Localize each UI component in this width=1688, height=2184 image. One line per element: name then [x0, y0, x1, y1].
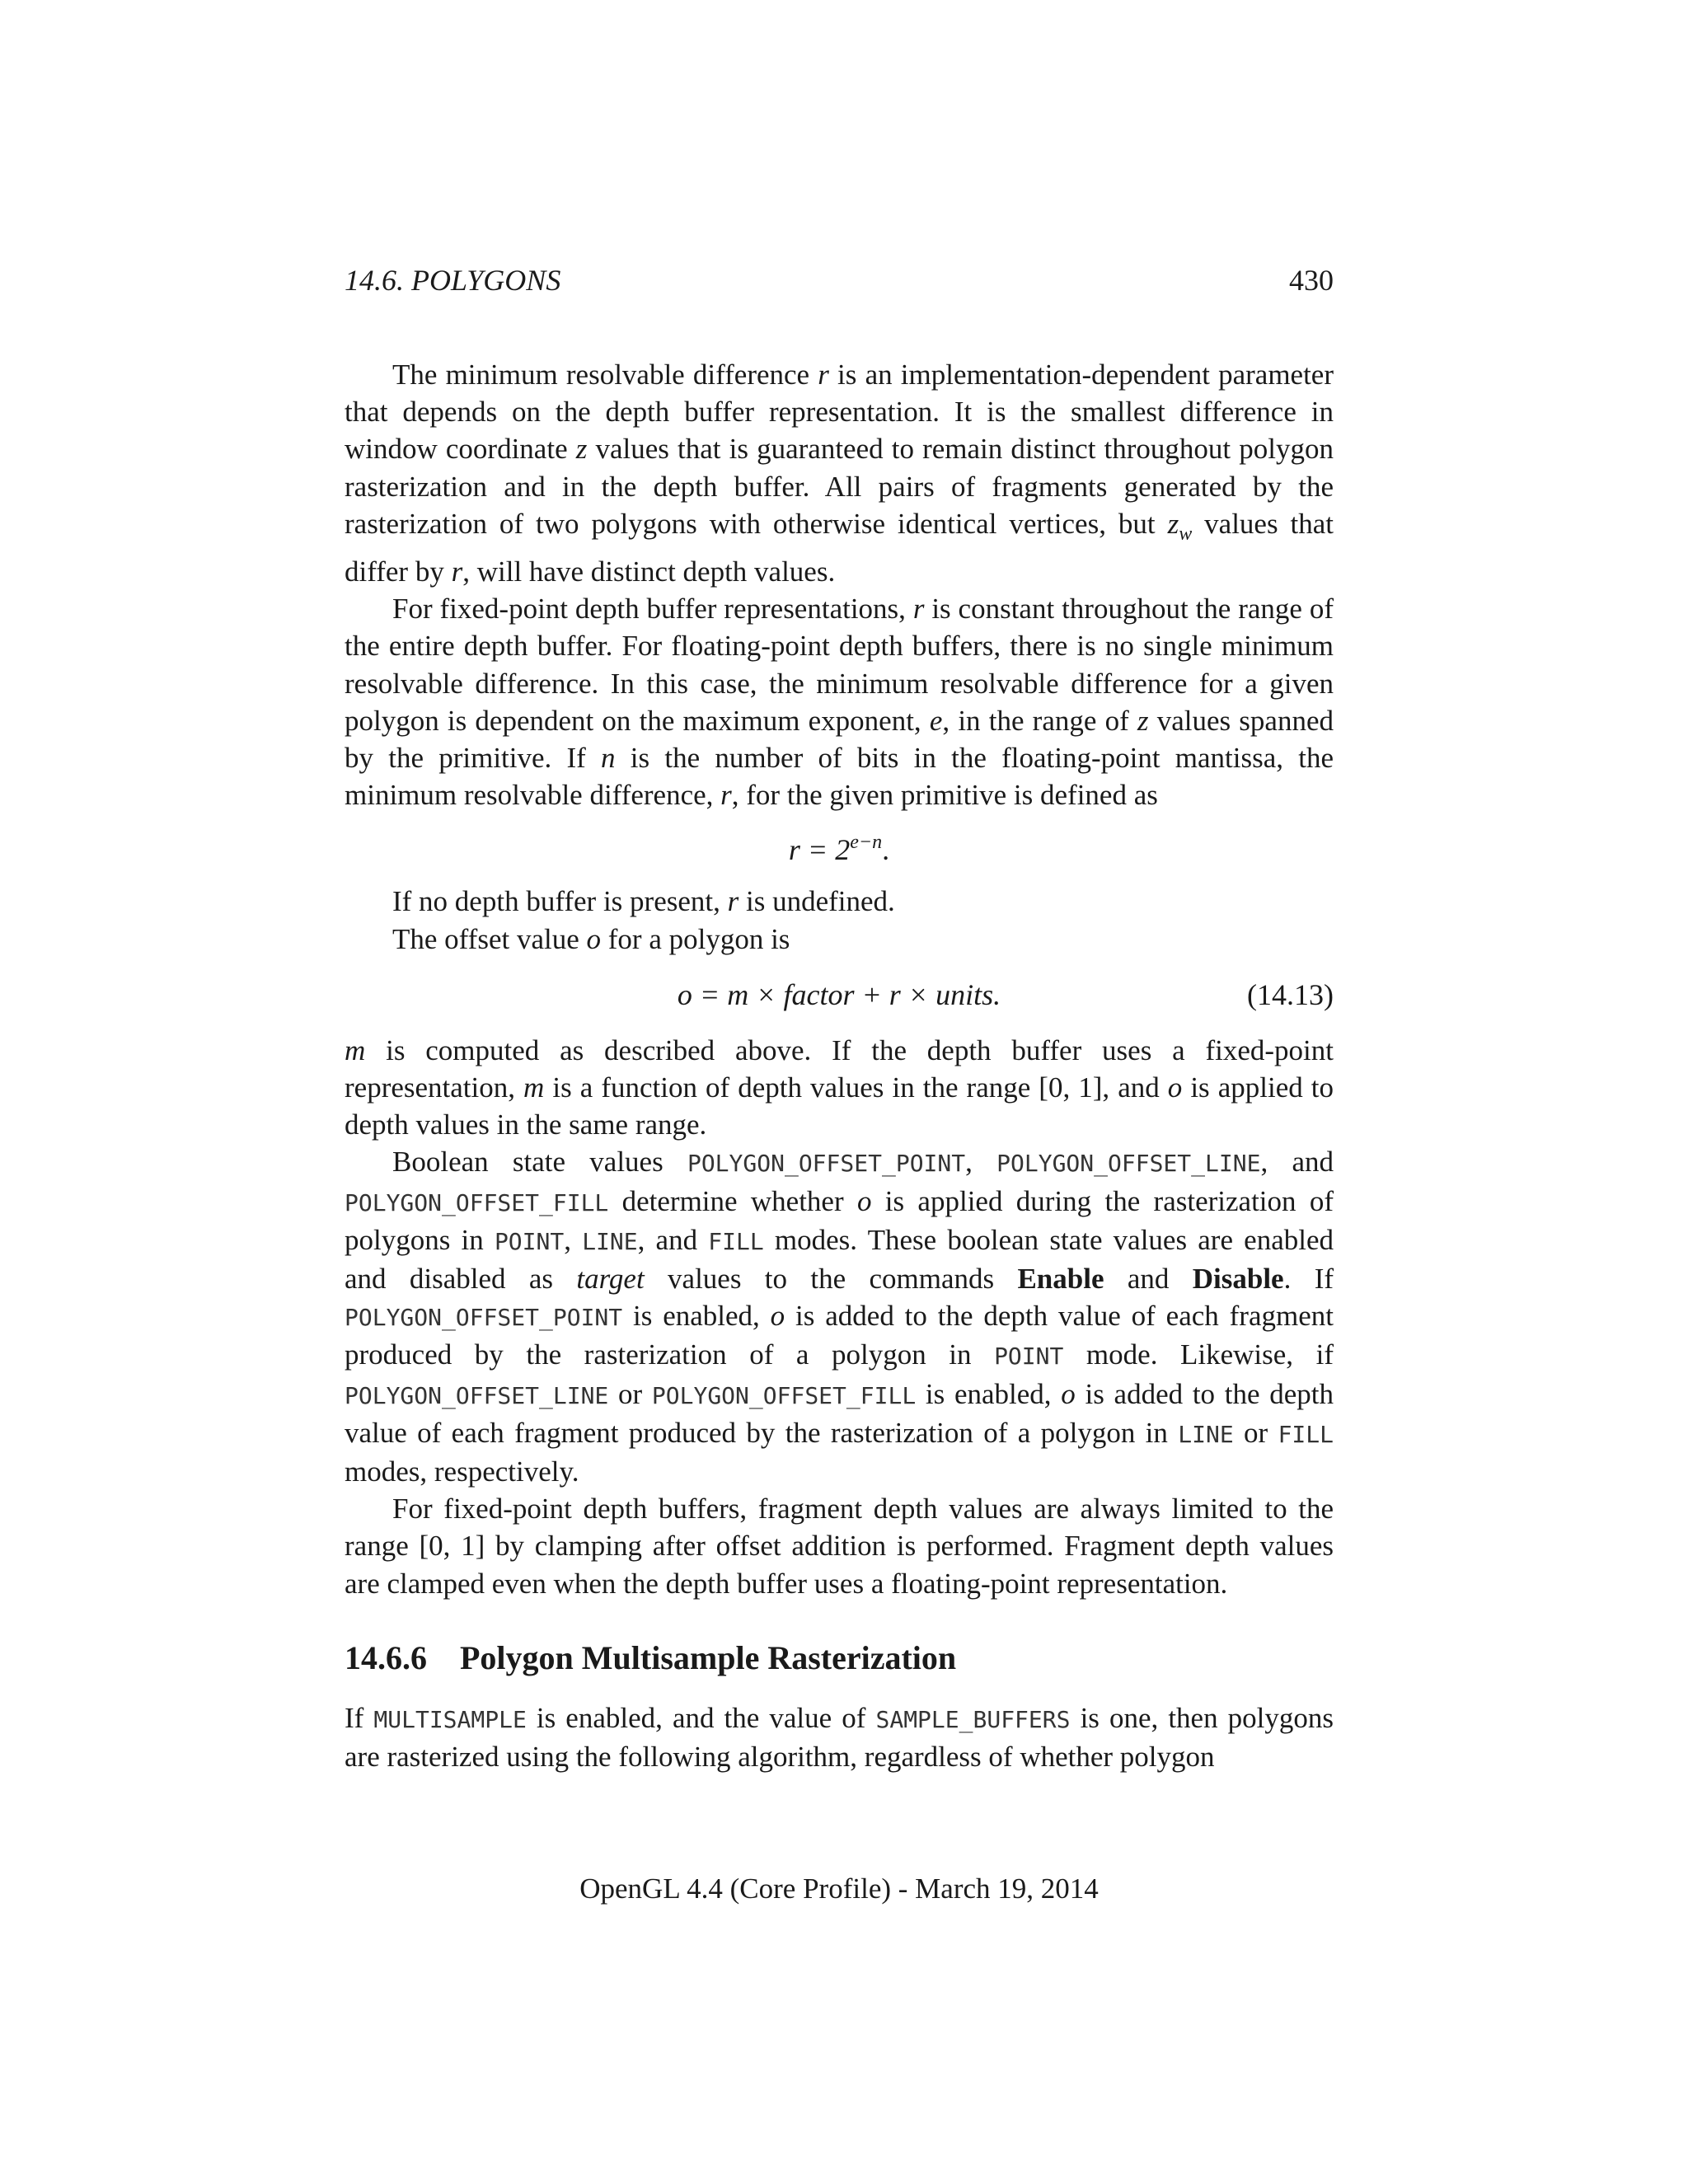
paragraph-8 — [345, 1699, 1334, 1775]
paragraph-4 — [345, 921, 1334, 958]
text: is undefined. — [738, 885, 895, 918]
text: for a polygon is — [601, 922, 790, 955]
text: The offset value — [392, 922, 587, 955]
text: The minimum resolvable difference — [392, 359, 818, 391]
math-var: e — [929, 704, 943, 737]
math-var: z — [575, 433, 588, 466]
text: is the number of bits in the floating-point mantissa, the minimum resolvable difference, — [345, 742, 1334, 812]
page-number: 430 — [1289, 264, 1334, 297]
code-token: LINE — [582, 1227, 638, 1255]
text: modes, respectively. — [345, 1455, 579, 1488]
paragraph-6 — [345, 1143, 1334, 1490]
paragraph-5 — [345, 1032, 1334, 1144]
equation-14-13 — [345, 974, 1334, 1015]
code-token: POLYGON_OFFSET_LINE — [345, 1381, 609, 1409]
text: If — [345, 1701, 374, 1734]
math-var: r — [727, 885, 739, 918]
math-var: o — [770, 1300, 785, 1333]
math-var: z — [1137, 704, 1149, 737]
text: . If — [1283, 1263, 1334, 1296]
section-heading — [345, 1638, 1334, 1678]
text: , and — [637, 1223, 709, 1256]
command-name: Disable — [1192, 1263, 1284, 1296]
text: is a function of depth values in the range [0, 1], and — [544, 1071, 1168, 1104]
emphasis: target — [576, 1263, 645, 1296]
paragraph-7: For fixed-point depth buffers, fragment depth values are always limited to the range [0, 1] by clamping after offset addition is performed. Fragment depth values are clamped even when the depth buffer uses a floating-point representation. — [345, 1493, 1334, 1600]
text: values spanned by the primitive. If — [345, 704, 1334, 775]
text: determine whether — [608, 1184, 857, 1217]
text: values to the commands — [644, 1263, 1018, 1296]
text: If no depth buffer is present, — [392, 885, 728, 918]
math-var: o — [856, 1184, 872, 1217]
equation-number: (14.13) — [1247, 977, 1334, 1011]
equation-expression: o = m × factor + r × units. — [677, 977, 1001, 1011]
heading-title: Polygon Multisample Rasterization — [460, 1638, 957, 1676]
code-token: POLYGON_OFFSET_POINT — [687, 1150, 966, 1178]
text: For fixed-point depth buffer representations, — [392, 593, 913, 626]
text: is added to the depth value of each fragment produced by the rasterization of a polygon in — [345, 1377, 1334, 1449]
text: , — [564, 1223, 583, 1256]
paragraph-3 — [345, 883, 1334, 920]
text: and — [1104, 1263, 1193, 1296]
text: Boolean state values — [392, 1146, 687, 1179]
equation-lhs: r = 2 — [788, 833, 851, 867]
text: is applied during the rasterization of polygons in — [345, 1184, 1334, 1256]
text: or — [1233, 1416, 1278, 1449]
text: is an implementation-dependent parameter that depends on the depth buffer representation. It is the smallest difference in window coordinate — [345, 359, 1334, 466]
math-var: o — [586, 922, 602, 955]
code-token: LINE — [1178, 1420, 1234, 1448]
math-var: n — [601, 742, 616, 775]
running-header — [345, 262, 1334, 298]
code-token: POLYGON_OFFSET_FILL — [345, 1188, 609, 1216]
text: modes. These boolean state values are enabled and disabled as — [345, 1223, 1334, 1296]
code-token: POLYGON_OFFSET_FILL — [651, 1381, 917, 1409]
math-var: o — [1061, 1377, 1076, 1410]
math-var: o — [1167, 1071, 1183, 1104]
paragraph-2 — [345, 590, 1334, 813]
text: , for the given primitive is defined as — [731, 779, 1158, 812]
equation-r — [345, 827, 1334, 873]
code-token: SAMPLE_BUFFERS — [875, 1705, 1071, 1733]
text: values that differ by — [345, 507, 1334, 588]
code-token: POLYGON_OFFSET_LINE — [996, 1150, 1261, 1178]
math-subscript: w — [1179, 523, 1193, 545]
code-token: MULTISAMPLE — [373, 1705, 527, 1733]
math-var: r — [818, 359, 829, 391]
code-token: POLYGON_OFFSET_POINT — [345, 1304, 623, 1332]
heading-number: 14.6.6 — [345, 1638, 427, 1676]
code-token: POINT — [994, 1343, 1064, 1371]
math-var: r — [451, 555, 463, 588]
math-var: m — [345, 1033, 366, 1066]
text: is added to the depth value of each fragment produced by the rasterization of a polygon in — [345, 1300, 1334, 1371]
text: , and — [1260, 1146, 1334, 1179]
math-var: z — [1167, 507, 1179, 540]
text: is applied to depth values in the same range. — [345, 1071, 1334, 1141]
math-var: m — [523, 1071, 545, 1104]
text: is one, then polygons are rasterized using the following algorithm, regardless of whether polygon — [345, 1701, 1334, 1774]
section-title: 14.6. POLYGONS — [345, 264, 561, 297]
command-name: Enable — [1017, 1263, 1104, 1296]
text: mode. Likewise, if — [1063, 1338, 1334, 1371]
equation-exponent: e−n — [850, 832, 883, 854]
paragraph-1 — [345, 356, 1334, 590]
text: is enabled, — [622, 1300, 771, 1333]
code-token: FILL — [708, 1227, 764, 1255]
text: , will have distinct depth values. — [462, 555, 836, 588]
text: is enabled, — [916, 1377, 1062, 1410]
body-text — [345, 356, 1334, 1775]
math-var: r — [912, 593, 925, 626]
text: or — [608, 1377, 652, 1410]
page-footer: OpenGL 4.4 (Core Profile) - March 19, 2014 — [579, 1872, 1099, 1905]
text: is constant throughout the range of the entire depth buffer. For floating-point depth buffers, there is no single minimum resolvable difference. In this case, the minimum resolvable difference for a given polygon is dependent on the maximum exponent, — [345, 593, 1334, 737]
text: is computed as described above. If the depth buffer uses a fixed-point representation, — [345, 1033, 1334, 1104]
math-var: r — [720, 779, 732, 812]
text: is enabled, and the value of — [526, 1701, 876, 1734]
text: , in the range of — [942, 704, 1137, 737]
text: values that is guaranteed to remain distinct throughout polygon rasterization and in the depth buffer. All pairs of fragments generated by the rasterization of two polygons with otherwise identical vertices, but — [345, 433, 1334, 540]
code-token: POINT — [494, 1227, 565, 1255]
code-token: FILL — [1278, 1420, 1334, 1448]
text: , — [965, 1146, 997, 1179]
equation-punct: . — [882, 833, 890, 867]
